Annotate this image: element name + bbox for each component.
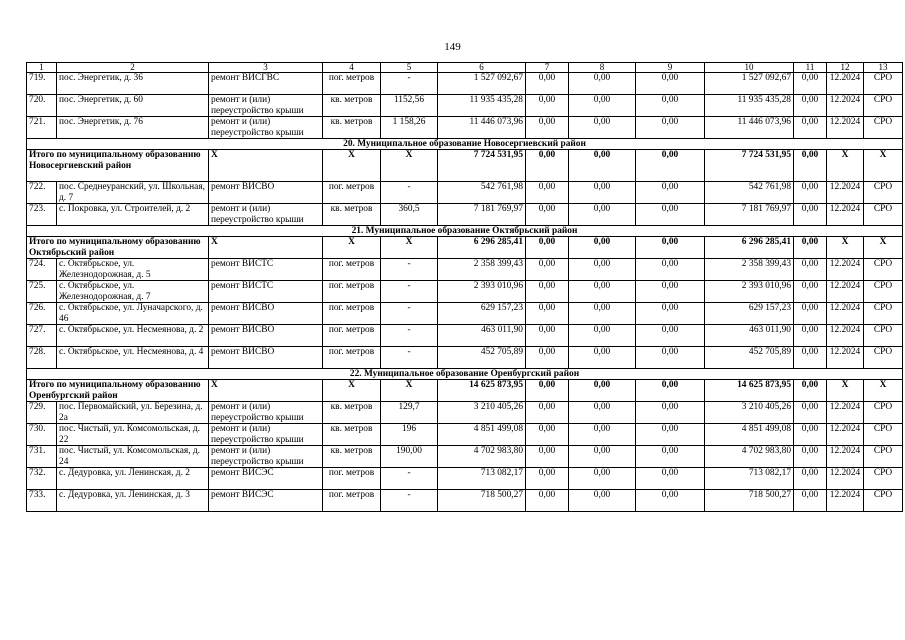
header-cell-4: 4 (323, 63, 381, 73)
volume-cell: 1 158,26 (381, 117, 438, 139)
subtotal-regional-funds: 0,00 (569, 380, 636, 402)
federal-funds-cell: 0,00 (526, 204, 569, 226)
table-row (27, 204, 903, 226)
volume-cell: - (381, 325, 438, 347)
regional-funds-cell: 0,00 (569, 325, 636, 347)
deadline-cell: 12.2024 (827, 95, 864, 117)
subtotal-deadline: X (827, 150, 864, 182)
owner-funds-cell: 3 210 405,26 (705, 402, 794, 424)
subtotal-other-funds: 0,00 (794, 237, 827, 259)
method-cell: СРО (864, 446, 903, 468)
table-row (27, 446, 903, 468)
total-cost-cell: 11 446 073,96 (438, 117, 526, 139)
regional-funds-cell: 0,00 (569, 402, 636, 424)
row-number-cell: 720. (27, 95, 57, 117)
table-row (27, 402, 903, 424)
unit-cell: пог. метров (323, 73, 381, 95)
section-title: 20. Муниципальное образование Новосергиевский район (27, 139, 903, 150)
table-row (27, 117, 903, 139)
federal-funds-cell: 0,00 (526, 182, 569, 204)
federal-funds-cell: 0,00 (526, 402, 569, 424)
deadline-cell: 12.2024 (827, 303, 864, 325)
federal-funds-cell: 0,00 (526, 325, 569, 347)
unit-cell: кв. метров (323, 204, 381, 226)
subtotal-method: X (864, 237, 903, 259)
header-cell-13: 13 (864, 63, 903, 73)
subtotal-label: Итого по муниципальному образованию Оренбургский район (27, 380, 209, 402)
capital-repair-table (26, 62, 903, 512)
address-cell: пос. Энергетик, д. 76 (57, 117, 209, 139)
row-number-cell: 723. (27, 204, 57, 226)
owner-funds-cell: 713 082,17 (705, 468, 794, 490)
row-number-cell: 730. (27, 424, 57, 446)
owner-funds-cell: 4 851 499,08 (705, 424, 794, 446)
federal-funds-cell: 0,00 (526, 468, 569, 490)
unit-cell: пог. метров (323, 468, 381, 490)
subtotal-unit: X (323, 150, 381, 182)
header-cell-3: 3 (209, 63, 323, 73)
method-cell: СРО (864, 73, 903, 95)
local-funds-cell: 0,00 (636, 402, 705, 424)
unit-cell: пог. метров (323, 347, 381, 369)
table-row (27, 182, 903, 204)
total-cost-cell: 629 157,23 (438, 303, 526, 325)
other-funds-cell: 0,00 (794, 446, 827, 468)
regional-funds-cell: 0,00 (569, 281, 636, 303)
table-row (27, 259, 903, 281)
unit-cell: кв. метров (323, 117, 381, 139)
federal-funds-cell: 0,00 (526, 303, 569, 325)
total-cost-cell: 3 210 405,26 (438, 402, 526, 424)
subtotal-federal-funds: 0,00 (526, 237, 569, 259)
regional-funds-cell: 0,00 (569, 117, 636, 139)
volume-cell: - (381, 303, 438, 325)
regional-funds-cell: 0,00 (569, 259, 636, 281)
local-funds-cell: 0,00 (636, 204, 705, 226)
regional-funds-cell: 0,00 (569, 446, 636, 468)
method-cell: СРО (864, 303, 903, 325)
header-cell-7: 7 (526, 63, 569, 73)
method-cell: СРО (864, 95, 903, 117)
volume-cell: 190,00 (381, 446, 438, 468)
unit-cell: пог. метров (323, 490, 381, 512)
method-cell: СРО (864, 117, 903, 139)
method-cell: СРО (864, 424, 903, 446)
local-funds-cell: 0,00 (636, 490, 705, 512)
header-cell-9: 9 (636, 63, 705, 73)
address-cell: пос. Первомайский, ул. Березина, д. 2а (57, 402, 209, 424)
volume-cell: - (381, 281, 438, 303)
local-funds-cell: 0,00 (636, 117, 705, 139)
owner-funds-cell: 1 527 092,67 (705, 73, 794, 95)
deadline-cell: 12.2024 (827, 325, 864, 347)
regional-funds-cell: 0,00 (569, 204, 636, 226)
other-funds-cell: 0,00 (794, 303, 827, 325)
subtotal-label: Итого по муниципальному образованию Октябрьский район (27, 237, 209, 259)
total-cost-cell: 718 500,27 (438, 490, 526, 512)
table-row (27, 73, 903, 95)
subtotal-row (27, 150, 903, 182)
subtotal-work-type: X (209, 237, 323, 259)
subtotal-federal-funds: 0,00 (526, 380, 569, 402)
subtotal-volume: X (381, 150, 438, 182)
table-row (27, 95, 903, 117)
other-funds-cell: 0,00 (794, 490, 827, 512)
deadline-cell: 12.2024 (827, 182, 864, 204)
total-cost-cell: 4 851 499,08 (438, 424, 526, 446)
total-cost-cell: 452 705,89 (438, 347, 526, 369)
subtotal-volume: X (381, 237, 438, 259)
section-heading-row (27, 369, 903, 380)
total-cost-cell: 2 358 399,43 (438, 259, 526, 281)
local-funds-cell: 0,00 (636, 259, 705, 281)
subtotal-method: X (864, 150, 903, 182)
deadline-cell: 12.2024 (827, 73, 864, 95)
subtotal-federal-funds: 0,00 (526, 150, 569, 182)
address-cell: пос. Энергетик, д. 60 (57, 95, 209, 117)
owner-funds-cell: 2 358 399,43 (705, 259, 794, 281)
deadline-cell: 12.2024 (827, 446, 864, 468)
subtotal-local-funds: 0,00 (636, 150, 705, 182)
regional-funds-cell: 0,00 (569, 347, 636, 369)
regional-funds-cell: 0,00 (569, 424, 636, 446)
local-funds-cell: 0,00 (636, 468, 705, 490)
subtotal-other-funds: 0,00 (794, 150, 827, 182)
owner-funds-cell: 4 702 983,80 (705, 446, 794, 468)
total-cost-cell: 1 527 092,67 (438, 73, 526, 95)
deadline-cell: 12.2024 (827, 347, 864, 369)
address-cell: с. Октябрьское, ул. Несмеянова, д. 2 (57, 325, 209, 347)
address-cell: пос. Чистый, ул. Комсомольская, д. 22 (57, 424, 209, 446)
row-number-cell: 728. (27, 347, 57, 369)
method-cell: СРО (864, 259, 903, 281)
header-cell-11: 11 (794, 63, 827, 73)
row-number-cell: 732. (27, 468, 57, 490)
work-type-cell: ремонт и (или) переустройство крыши (209, 402, 323, 424)
volume-cell: - (381, 259, 438, 281)
total-cost-cell: 463 011,90 (438, 325, 526, 347)
subtotal-regional-funds: 0,00 (569, 150, 636, 182)
total-cost-cell: 2 393 010,96 (438, 281, 526, 303)
volume-cell: - (381, 490, 438, 512)
other-funds-cell: 0,00 (794, 468, 827, 490)
work-type-cell: ремонт и (или) переустройство крыши (209, 95, 323, 117)
address-cell: с. Октябрьское, ул. Железнодорожная, д. 7 (57, 281, 209, 303)
subtotal-method: X (864, 380, 903, 402)
subtotal-owner-funds: 6 296 285,41 (705, 237, 794, 259)
regional-funds-cell: 0,00 (569, 303, 636, 325)
work-type-cell: ремонт ВИСГВС (209, 73, 323, 95)
page-number: 149 (444, 41, 461, 53)
subtotal-deadline: X (827, 380, 864, 402)
work-type-cell: ремонт ВИСТС (209, 259, 323, 281)
subtotal-owner-funds: 14 625 873,95 (705, 380, 794, 402)
row-number-cell: 727. (27, 325, 57, 347)
federal-funds-cell: 0,00 (526, 281, 569, 303)
owner-funds-cell: 11 935 435,28 (705, 95, 794, 117)
address-cell: с. Октябрьское, ул. Луначарского, д. 46 (57, 303, 209, 325)
local-funds-cell: 0,00 (636, 182, 705, 204)
other-funds-cell: 0,00 (794, 95, 827, 117)
row-number-cell: 733. (27, 490, 57, 512)
method-cell: СРО (864, 204, 903, 226)
unit-cell: пог. метров (323, 259, 381, 281)
row-number-cell: 725. (27, 281, 57, 303)
unit-cell: кв. метров (323, 95, 381, 117)
other-funds-cell: 0,00 (794, 325, 827, 347)
volume-cell: 360,5 (381, 204, 438, 226)
federal-funds-cell: 0,00 (526, 117, 569, 139)
total-cost-cell: 7 181 769,97 (438, 204, 526, 226)
method-cell: СРО (864, 402, 903, 424)
subtotal-local-funds: 0,00 (636, 380, 705, 402)
work-type-cell: ремонт и (или) переустройство крыши (209, 446, 323, 468)
section-title: 22. Муниципальное образование Оренбургский район (27, 369, 903, 380)
address-cell: с. Дедуровка, ул. Ленинская, д. 2 (57, 468, 209, 490)
deadline-cell: 12.2024 (827, 281, 864, 303)
table-row (27, 325, 903, 347)
owner-funds-cell: 629 157,23 (705, 303, 794, 325)
total-cost-cell: 542 761,98 (438, 182, 526, 204)
section-heading-row (27, 139, 903, 150)
method-cell: СРО (864, 468, 903, 490)
owner-funds-cell: 542 761,98 (705, 182, 794, 204)
subtotal-unit: X (323, 237, 381, 259)
subtotal-label: Итого по муниципальному образованию Новосергиевский район (27, 150, 209, 182)
deadline-cell: 12.2024 (827, 259, 864, 281)
local-funds-cell: 0,00 (636, 325, 705, 347)
table-row (27, 490, 903, 512)
row-number-cell: 719. (27, 73, 57, 95)
volume-cell: - (381, 73, 438, 95)
subtotal-unit: X (323, 380, 381, 402)
header-cell-5: 5 (381, 63, 438, 73)
row-number-cell: 724. (27, 259, 57, 281)
unit-cell: кв. метров (323, 424, 381, 446)
header-cell-10: 10 (705, 63, 794, 73)
deadline-cell: 12.2024 (827, 204, 864, 226)
row-number-cell: 726. (27, 303, 57, 325)
owner-funds-cell: 718 500,27 (705, 490, 794, 512)
volume-cell: 196 (381, 424, 438, 446)
address-cell: с. Дедуровка, ул. Ленинская, д. 3 (57, 490, 209, 512)
work-type-cell: ремонт ВИСВО (209, 325, 323, 347)
federal-funds-cell: 0,00 (526, 424, 569, 446)
owner-funds-cell: 11 446 073,96 (705, 117, 794, 139)
subtotal-total-cost: 6 296 285,41 (438, 237, 526, 259)
federal-funds-cell: 0,00 (526, 490, 569, 512)
section-heading-row (27, 226, 903, 237)
table-row (27, 468, 903, 490)
other-funds-cell: 0,00 (794, 73, 827, 95)
regional-funds-cell: 0,00 (569, 73, 636, 95)
unit-cell: пог. метров (323, 281, 381, 303)
method-cell: СРО (864, 490, 903, 512)
address-cell: пос. Среднеуранский, ул. Школьная, д. 7 (57, 182, 209, 204)
method-cell: СРО (864, 347, 903, 369)
owner-funds-cell: 2 393 010,96 (705, 281, 794, 303)
owner-funds-cell: 463 011,90 (705, 325, 794, 347)
local-funds-cell: 0,00 (636, 424, 705, 446)
subtotal-work-type: X (209, 380, 323, 402)
table-row (27, 303, 903, 325)
address-cell: с. Октябрьское, ул. Несмеянова, д. 4 (57, 347, 209, 369)
deadline-cell: 12.2024 (827, 424, 864, 446)
volume-cell: - (381, 347, 438, 369)
other-funds-cell: 0,00 (794, 424, 827, 446)
deadline-cell: 12.2024 (827, 468, 864, 490)
other-funds-cell: 0,00 (794, 182, 827, 204)
total-cost-cell: 713 082,17 (438, 468, 526, 490)
method-cell: СРО (864, 182, 903, 204)
owner-funds-cell: 452 705,89 (705, 347, 794, 369)
total-cost-cell: 11 935 435,28 (438, 95, 526, 117)
unit-cell: пог. метров (323, 303, 381, 325)
federal-funds-cell: 0,00 (526, 347, 569, 369)
regional-funds-cell: 0,00 (569, 182, 636, 204)
volume-cell: - (381, 468, 438, 490)
subtotal-owner-funds: 7 724 531,95 (705, 150, 794, 182)
total-cost-cell: 4 702 983,80 (438, 446, 526, 468)
other-funds-cell: 0,00 (794, 259, 827, 281)
subtotal-row (27, 237, 903, 259)
subtotal-deadline: X (827, 237, 864, 259)
table-row (27, 281, 903, 303)
regional-funds-cell: 0,00 (569, 490, 636, 512)
federal-funds-cell: 0,00 (526, 73, 569, 95)
unit-cell: кв. метров (323, 446, 381, 468)
address-cell: пос. Чистый, ул. Комсомольская, д. 24 (57, 446, 209, 468)
other-funds-cell: 0,00 (794, 117, 827, 139)
address-cell: с. Покровка, ул. Строителей, д. 2 (57, 204, 209, 226)
other-funds-cell: 0,00 (794, 347, 827, 369)
local-funds-cell: 0,00 (636, 95, 705, 117)
owner-funds-cell: 7 181 769,97 (705, 204, 794, 226)
row-number-cell: 722. (27, 182, 57, 204)
volume-cell: 129,7 (381, 402, 438, 424)
unit-cell: пог. метров (323, 182, 381, 204)
other-funds-cell: 0,00 (794, 281, 827, 303)
method-cell: СРО (864, 325, 903, 347)
work-type-cell: ремонт ВИСТС (209, 281, 323, 303)
table-row (27, 347, 903, 369)
header-cell-8: 8 (569, 63, 636, 73)
header-cell-1: 1 (27, 63, 57, 73)
volume-cell: - (381, 182, 438, 204)
volume-cell: 1152,56 (381, 95, 438, 117)
local-funds-cell: 0,00 (636, 73, 705, 95)
work-type-cell: ремонт и (или) переустройство крыши (209, 424, 323, 446)
row-number-cell: 721. (27, 117, 57, 139)
other-funds-cell: 0,00 (794, 402, 827, 424)
deadline-cell: 12.2024 (827, 402, 864, 424)
subtotal-row (27, 380, 903, 402)
work-type-cell: ремонт ВИСВО (209, 303, 323, 325)
local-funds-cell: 0,00 (636, 446, 705, 468)
method-cell: СРО (864, 281, 903, 303)
subtotal-total-cost: 7 724 531,95 (438, 150, 526, 182)
deadline-cell: 12.2024 (827, 490, 864, 512)
subtotal-total-cost: 14 625 873,95 (438, 380, 526, 402)
other-funds-cell: 0,00 (794, 204, 827, 226)
header-cell-2: 2 (57, 63, 209, 73)
work-type-cell: ремонт и (или) переустройство крыши (209, 204, 323, 226)
subtotal-other-funds: 0,00 (794, 380, 827, 402)
work-type-cell: ремонт ВИСВО (209, 182, 323, 204)
header-cell-12: 12 (827, 63, 864, 73)
federal-funds-cell: 0,00 (526, 95, 569, 117)
local-funds-cell: 0,00 (636, 281, 705, 303)
federal-funds-cell: 0,00 (526, 446, 569, 468)
address-cell: пос. Энергетик, д. 36 (57, 73, 209, 95)
work-type-cell: ремонт ВИСВО (209, 347, 323, 369)
local-funds-cell: 0,00 (636, 303, 705, 325)
subtotal-regional-funds: 0,00 (569, 237, 636, 259)
subtotal-local-funds: 0,00 (636, 237, 705, 259)
unit-cell: пог. метров (323, 325, 381, 347)
work-type-cell: ремонт ВИСЭС (209, 468, 323, 490)
work-type-cell: ремонт и (или) переустройство крыши (209, 117, 323, 139)
regional-funds-cell: 0,00 (569, 468, 636, 490)
row-number-cell: 729. (27, 402, 57, 424)
address-cell: с. Октябрьское, ул. Железнодорожная, д. 5 (57, 259, 209, 281)
federal-funds-cell: 0,00 (526, 259, 569, 281)
row-number-cell: 731. (27, 446, 57, 468)
work-type-cell: ремонт ВИСЭС (209, 490, 323, 512)
column-number-header (27, 63, 903, 73)
subtotal-work-type: X (209, 150, 323, 182)
section-title: 21. Муниципальное образование Октябрьский район (27, 226, 903, 237)
deadline-cell: 12.2024 (827, 117, 864, 139)
header-cell-6: 6 (438, 63, 526, 73)
local-funds-cell: 0,00 (636, 347, 705, 369)
unit-cell: кв. метров (323, 402, 381, 424)
subtotal-volume: X (381, 380, 438, 402)
regional-funds-cell: 0,00 (569, 95, 636, 117)
table-row (27, 424, 903, 446)
